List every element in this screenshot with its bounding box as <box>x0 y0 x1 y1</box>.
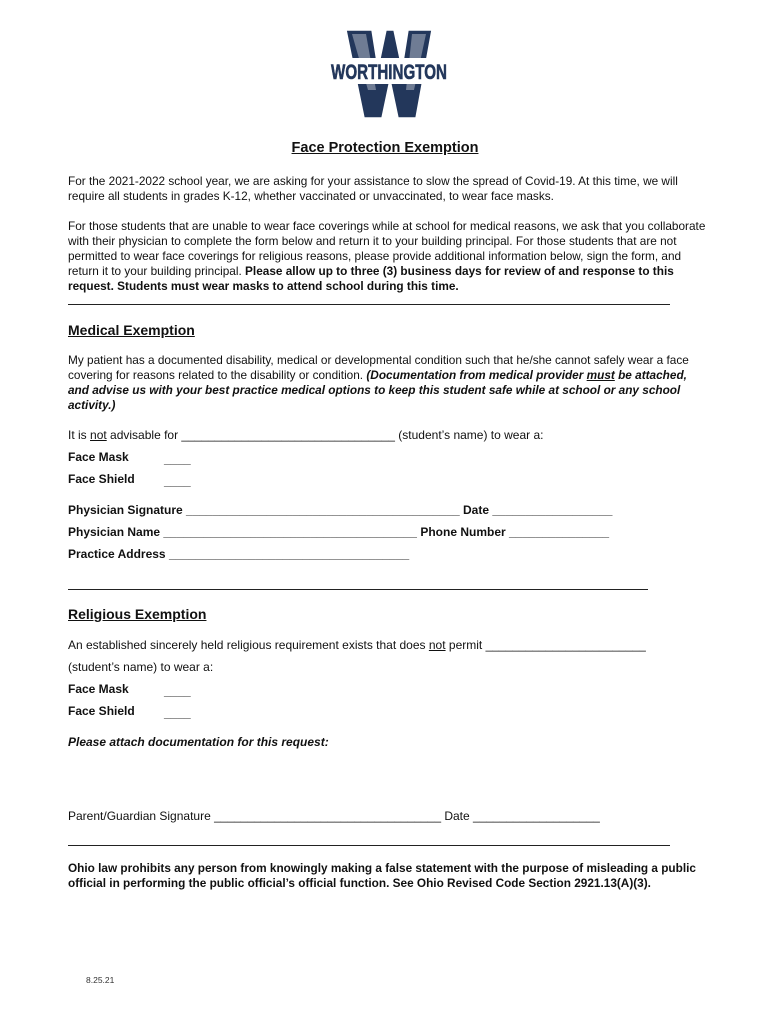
intro-paragraph-2 <box>68 219 708 294</box>
parent-signature-field[interactable]: Parent/Guardian Signature __________________________________ Date ___________________ <box>68 809 600 823</box>
religious-face-shield-label: Face Shield <box>68 704 135 718</box>
worthington-logo <box>328 28 450 120</box>
intro-paragraph-2-text: For those students that are unable to wear face coverings while at school for medical reasons, we ask that you collaborate with their physician to complete the form below and return it to your building principal. For those students that are not permitted to wear face coverings for religious reasons, please provide additional information below, sign the form, and return it to your building principal. <box>68 219 706 278</box>
divider <box>68 304 670 305</box>
advisable-part1: It is <box>68 428 91 442</box>
legal-notice: Ohio law prohibits any person from knowingly making a false statement with the purpose of misleading a public official in performing the public official’s official function. See Ohio Revised Code Section 2921.13(A)(3). <box>68 861 696 890</box>
attach-documentation-note: Please attach documentation for this request: <box>68 735 329 749</box>
page-title: Face Protection Exemption <box>291 140 479 156</box>
doc-note-part1: (Documentation from medical provider <box>366 368 587 382</box>
religious-exemption-heading: Religious Exemption <box>68 606 207 622</box>
medical-face-mask-label: Face Mask <box>68 450 129 464</box>
doc-note-must: must <box>586 368 615 382</box>
student-name-field[interactable]: advisable for ________________________________ (student’s name) to wear a: <box>106 428 544 442</box>
divider <box>68 845 670 846</box>
medical-statement-text: My patient has a documented disability, medical or developmental condition such that he/she cannot safely wear a face covering for reasons related to the disability or condition. <box>68 353 689 382</box>
medical-statement <box>68 353 708 413</box>
medical-face-mask-checkbox[interactable]: ____ <box>164 452 191 466</box>
divider <box>68 589 648 590</box>
intro-paragraph-1: For the 2021-2022 school year, we are asking for your assistance to slow the spread of Covid-19. At this time, we will require all students in grades K-12, whether vaccinated or unvaccinated, to wear face masks. <box>68 174 678 203</box>
religious-statement-line <box>68 638 646 652</box>
medical-face-shield-checkbox[interactable]: ____ <box>164 474 191 488</box>
doc-note-part2: be attached, and advise us with your best practice medical options to keep this student safe while at school or any school activity.) <box>68 368 687 412</box>
advisable-not: not <box>90 428 107 442</box>
medical-exemption-heading: Medical Exemption <box>68 322 195 338</box>
version-date: 8.25.21 <box>86 975 115 985</box>
religious-face-mask-label: Face Mask <box>68 682 129 696</box>
religious-statement-line-2: (student’s name) to wear a: <box>68 660 214 674</box>
practice-address-field[interactable]: Practice Address ____________________________________ <box>68 547 410 561</box>
logo-text: WORTHINGTON <box>331 61 447 84</box>
religious-face-shield-checkbox[interactable]: ____ <box>164 706 191 720</box>
worthington-w-icon <box>328 28 450 120</box>
religious-not: not <box>428 638 446 652</box>
religious-face-mask-checkbox[interactable]: ____ <box>164 684 191 698</box>
physician-signature-field[interactable]: Physician Signature _________________________________________ Date __________________ <box>68 503 613 517</box>
physician-name-field[interactable]: Physician Name ______________________________________ Phone Number _______________ <box>68 525 610 539</box>
not-advisable-line <box>68 428 544 442</box>
medical-face-shield-label: Face Shield <box>68 472 135 486</box>
intro-deadline-text: Please allow up to three (3) business days for review of and response to this request. Students must wear masks to attend school during this time. <box>68 264 674 293</box>
religious-part1: An established sincerely held religious requirement exists that does <box>68 638 429 652</box>
religious-student-name-field[interactable]: permit ________________________ <box>445 638 646 652</box>
